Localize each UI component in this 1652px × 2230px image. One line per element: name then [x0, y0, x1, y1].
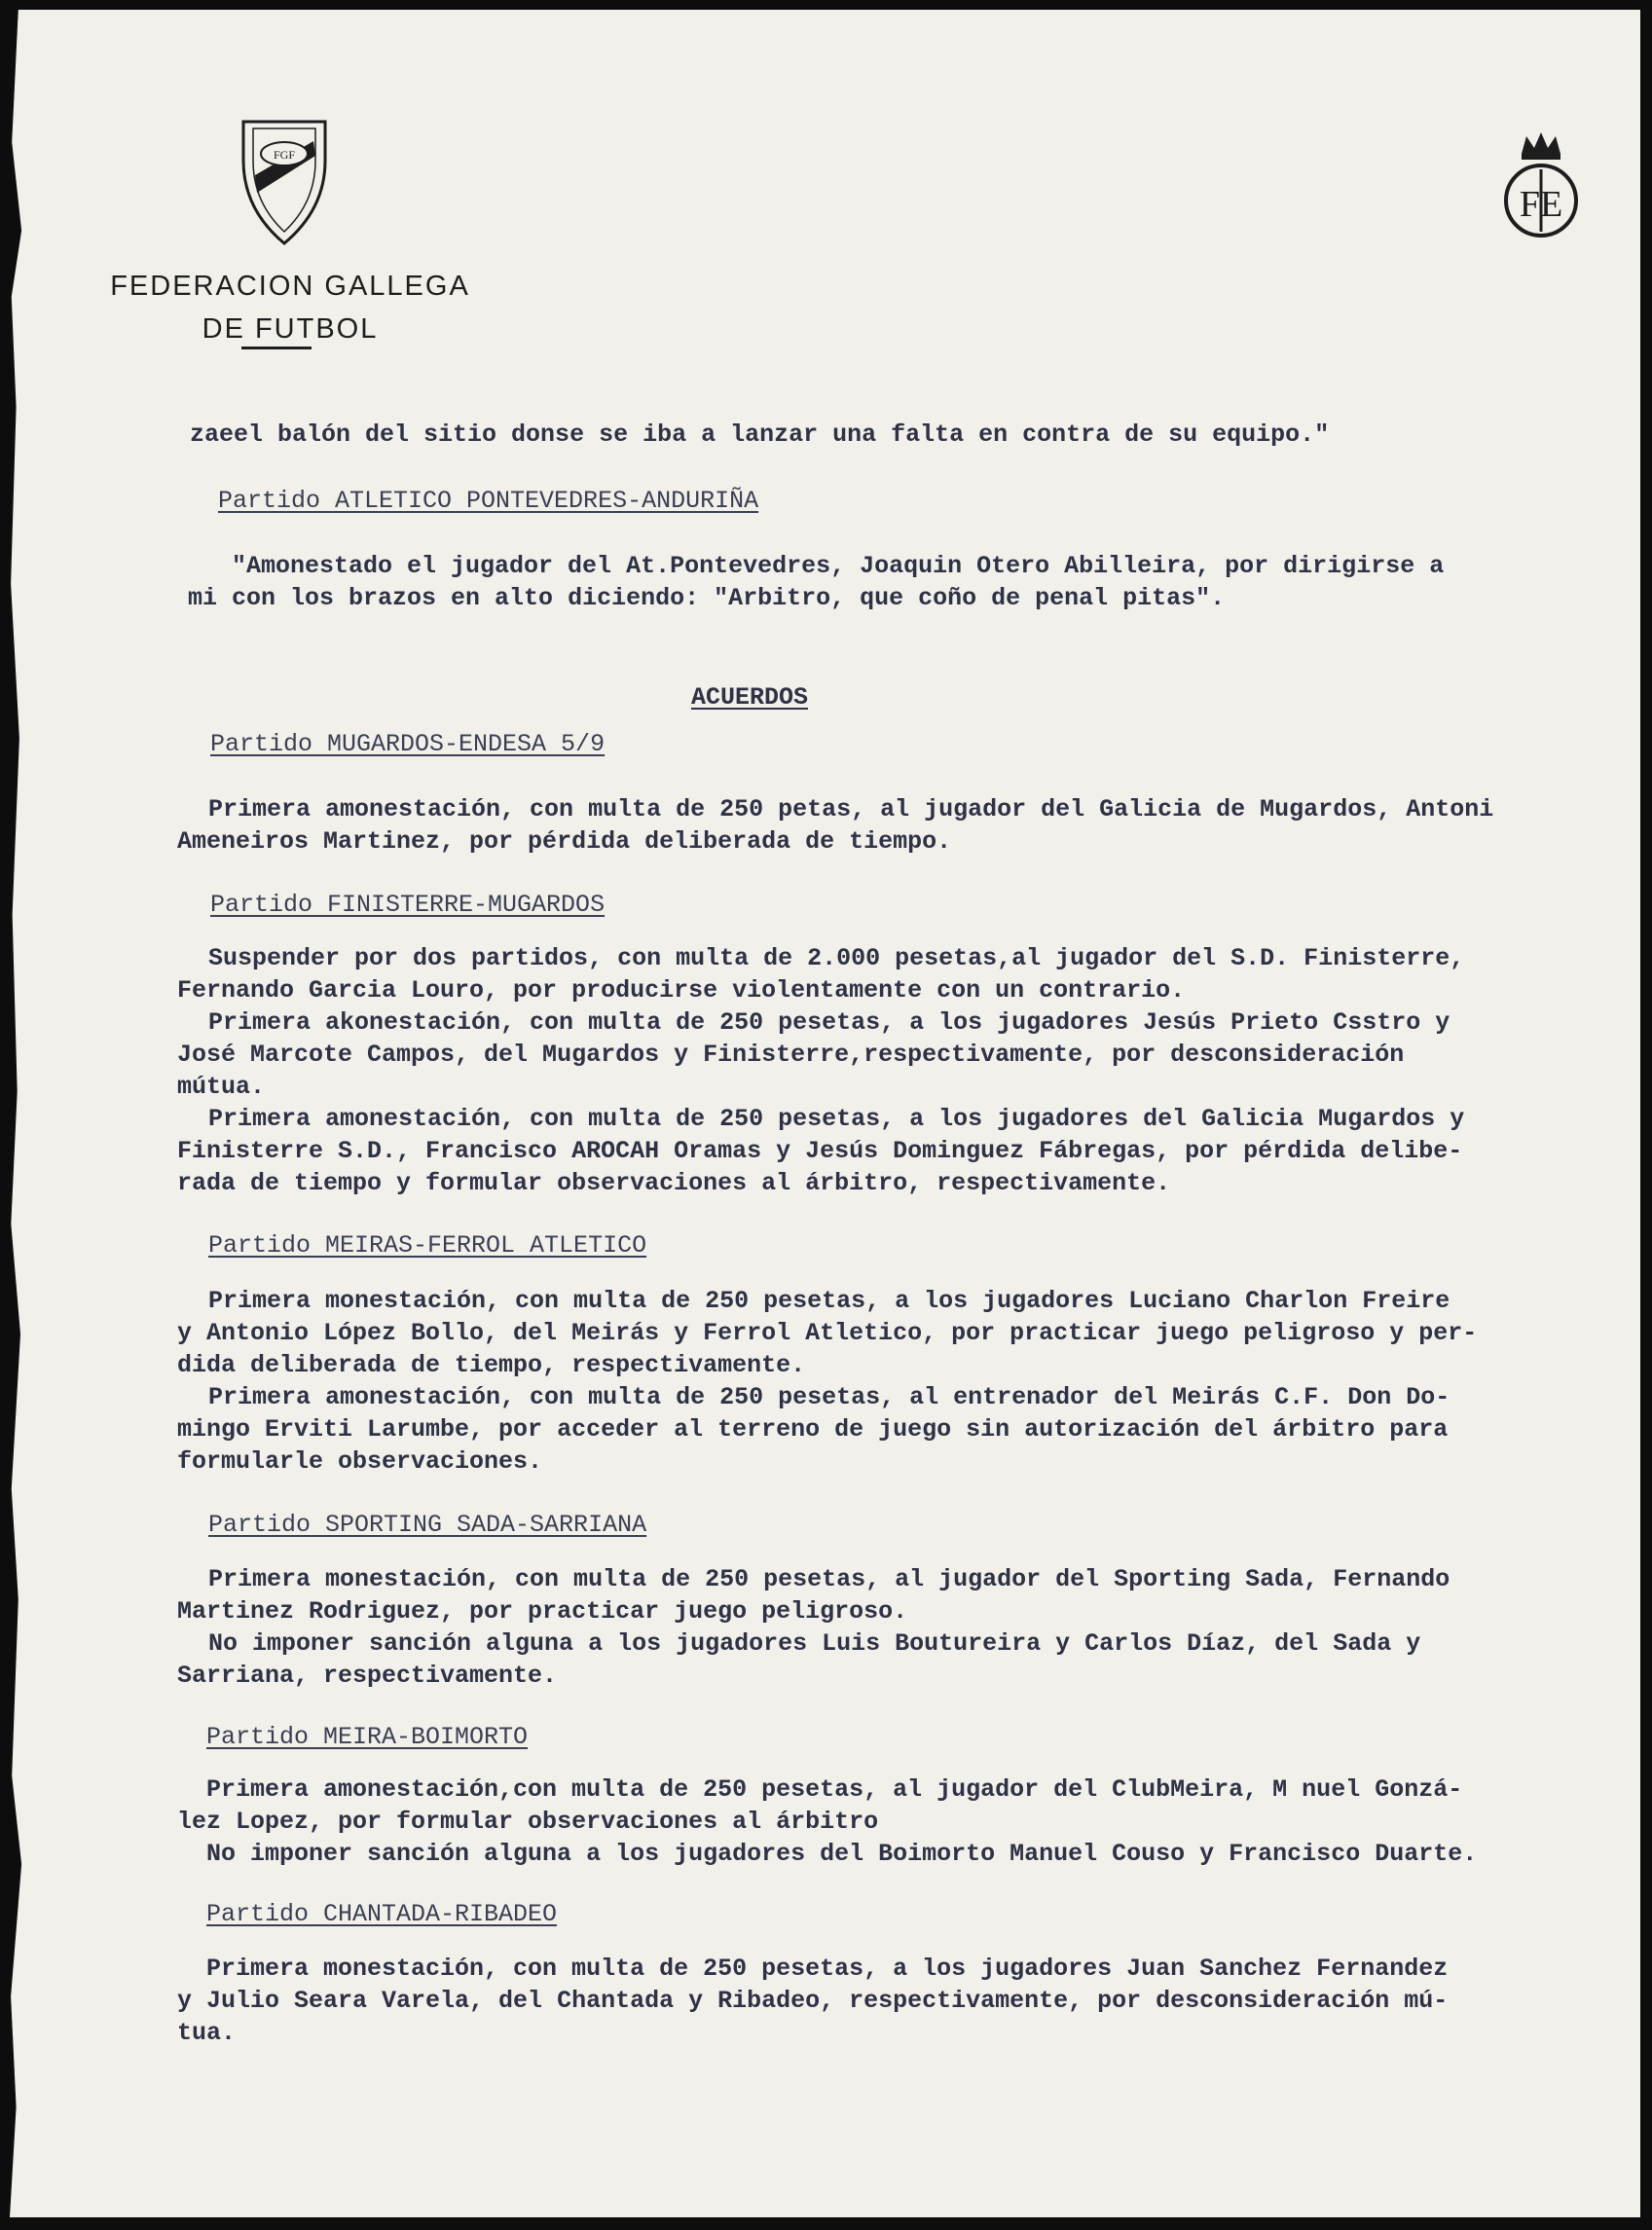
mugardos-line-2: Ameneiros Martinez, por pérdida deliberada de tiempo. [177, 827, 952, 856]
heading-chantada: Partido CHANTADA-RIBADEO [206, 1900, 558, 1928]
finisterre-line-2: Fernando Garcia Louro, por producirse violentamente con un contrario. [177, 976, 1186, 1005]
meiras-line-2: y Antonio López Bollo, del Meirás y Ferrol Atletico, por practicar juego peligroso y per- [177, 1319, 1478, 1347]
meira-line-2: lez Lopez, por formular observaciones al árbitro [177, 1808, 879, 1836]
meira-line-1: Primera amonestación,con multa de 250 pesetas, al jugador del ClubMeira, M nuel Gonzá- [206, 1775, 1463, 1804]
chantada-line-3: tua. [177, 2019, 237, 2047]
letterhead-rule [241, 347, 312, 349]
atletico-line-1: "Amonestado el jugador del At.Pontevedres, Joaquin Otero Abilleira, por dirigirse a [232, 552, 1445, 580]
finisterre-line-6: Primera amonestación, con multa de 250 pesetas, a los jugadores del Galicia Mugardos y [208, 1105, 1465, 1133]
sporting-line-3: No imponer sanción alguna a los jugadores Luis Boutureira y Carlos Díaz, del Sada y [208, 1629, 1421, 1658]
chantada-line-2: y Julio Seara Varela, del Chantada y Ribadeo, respectivamente, por desconsideración mú- [177, 1987, 1449, 2015]
shield-emblem-icon [236, 117, 333, 248]
chantada-line-1: Primera monestación, con multa de 250 pesetas, a los jugadores Juan Sanchez Fernandez [206, 1955, 1449, 1983]
meiras-line-1: Primera monestación, con multa de 250 pesetas, a los jugadores Luciano Charlon Freire [208, 1287, 1450, 1315]
meira-line-3: No imponer sanción alguna a los jugadores del Boimorto Manuel Couso y Francisco Duarte. [206, 1840, 1478, 1868]
federation-name-line2: DE FUTBOL [202, 313, 379, 345]
crown-emblem-icon [1497, 127, 1585, 243]
finisterre-line-5: mútua. [177, 1073, 266, 1101]
finisterre-line-8: rada de tiempo y formular observaciones al árbitro, respectivamente. [177, 1169, 1171, 1197]
finisterre-line-4: José Marcote Campos, del Mugardos y Finisterre,respectivamente, por desconsideración [177, 1041, 1405, 1069]
federation-name [86, 265, 495, 350]
heading-meiras: Partido MEIRAS-FERROL ATLETICO [208, 1231, 647, 1260]
torn-left-edge [10, 10, 31, 2217]
finisterre-line-7: Finisterre S.D., Francisco AROCAH Oramas y Jesús Dominguez Fábregas, por pérdida delibe- [177, 1137, 1463, 1165]
meiras-line-6: formularle observaciones. [177, 1447, 543, 1476]
meiras-line-5: mingo Erviti Larumbe, por acceder al terreno de juego sin autorización del árbitro para [177, 1415, 1449, 1444]
meiras-line-3: dida deliberada de tiempo, respectivamente. [177, 1351, 806, 1379]
document-page [10, 10, 1640, 2217]
finisterre-line-1: Suspender por dos partidos, con multa de 2.000 pesetas,al jugador del S.D. Finisterre, [208, 944, 1465, 972]
meiras-line-4: Primera amonestación, con multa de 250 pesetas, al entrenador del Meirás C.F. Don Do- [208, 1383, 1450, 1411]
intro-line: zaeel balón del sitio donse se iba a lanzar una falta en contra de su equipo." [190, 420, 1330, 449]
heading-finisterre: Partido FINISTERRE-MUGARDOS [210, 891, 606, 919]
federation-name-line1: FEDERACION GALLEGA [110, 271, 470, 302]
svg-text:FE: FE [1519, 184, 1563, 225]
heading-atletico: Partido ATLETICO PONTEVEDRES-ANDURIÑA [218, 487, 759, 515]
acuerdos-title: ACUERDOS [691, 683, 809, 712]
sporting-line-1: Primera monestación, con multa de 250 pesetas, al jugador del Sporting Sada, Fernando [208, 1565, 1450, 1593]
heading-sporting: Partido SPORTING SADA-SARRIANA [208, 1511, 647, 1539]
sporting-line-2: Martinez Rodriguez, por practicar juego peligroso. [177, 1597, 908, 1626]
atletico-line-2: mi con los brazos en alto diciendo: "Arbitro, que coño de penal pitas". [188, 584, 1226, 612]
heading-meira: Partido MEIRA-BOIMORTO [206, 1723, 529, 1751]
svg-text:FGF: FGF [273, 148, 296, 162]
mugardos-line-1: Primera amonestación, con multa de 250 petas, al jugador del Galicia de Mugardos, Antoni [208, 795, 1494, 823]
sporting-line-4: Sarriana, respectivamente. [177, 1662, 558, 1690]
finisterre-line-3: Primera akonestación, con multa de 250 pesetas, a los jugadores Jesús Prieto Csstro y [208, 1008, 1450, 1037]
heading-mugardos: Partido MUGARDOS-ENDESA 5/9 [210, 730, 606, 758]
